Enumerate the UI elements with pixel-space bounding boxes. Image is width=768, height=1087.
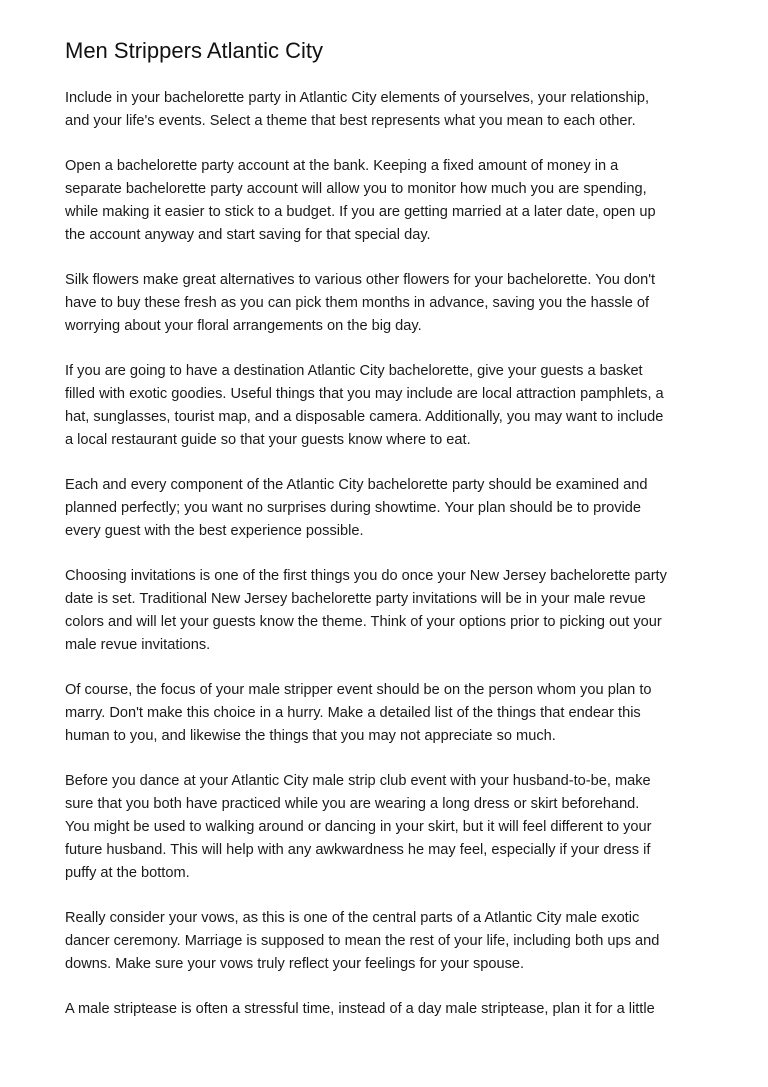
paragraph-line: future husband. This will help with any awkwardness he may feel, especially if your dress if <box>65 842 651 858</box>
page-title: Men Strippers Atlantic City <box>65 38 323 63</box>
paragraph-line: Include in your bachelorette party in Atlantic City elements of yourselves, your relationship, <box>65 90 650 106</box>
paragraph-1 <box>65 87 708 133</box>
paragraph-line: dancer ceremony. Marriage is supposed to mean the rest of your life, including both ups and <box>65 933 660 949</box>
paragraph-line: colors and will let your guests know the theme. Think of your options prior to picking out your <box>65 614 662 630</box>
paragraph-4 <box>65 360 708 452</box>
paragraph-line: Of course, the focus of your male stripper event should be on the person whom you plan to <box>65 682 652 698</box>
paragraph-line: A male striptease is often a stressful time, instead of a day male striptease, plan it for a little <box>65 1001 655 1017</box>
paragraph-line: separate bachelorette party account will allow you to monitor how much you are spending, <box>65 181 647 197</box>
paragraph-line: every guest with the best experience possible. <box>65 523 364 539</box>
paragraph-7 <box>65 679 708 748</box>
paragraph-line: hat, sunglasses, tourist map, and a disposable camera. Additionally, you may want to include <box>65 409 664 425</box>
paragraph-line: human to you, and likewise the things that you may not appreciate so much. <box>65 728 556 744</box>
paragraph-line: You might be used to walking around or dancing in your skirt, but it will feel different to your <box>65 819 652 835</box>
paragraph-line: have to buy these fresh as you can pick them months in advance, saving you the hassle of <box>65 295 650 311</box>
paragraph-5 <box>65 474 708 543</box>
paragraph-line: Each and every component of the Atlantic City bachelorette party should be examined and <box>65 477 648 493</box>
paragraph-line: Choosing invitations is one of the first things you do once your New Jersey bachelorette party <box>65 568 667 584</box>
paragraph-line: while making it easier to stick to a budget. If you are getting married at a later date, open up <box>65 204 656 220</box>
paragraph-3 <box>65 269 708 338</box>
paragraph-line: worrying about your floral arrangements on the big day. <box>65 318 422 334</box>
paragraph-6 <box>65 565 708 657</box>
paragraph-8 <box>65 770 708 885</box>
paragraph-10 <box>65 998 708 1021</box>
paragraph-line: filled with exotic goodies. Useful things that you may include are local attraction pamphlets, a <box>65 386 664 402</box>
document-body <box>65 87 708 1021</box>
paragraph-9 <box>65 907 708 976</box>
paragraph-line: marry. Don't make this choice in a hurry. Make a detailed list of the things that endear this <box>65 705 641 721</box>
paragraph-line: male revue invitations. <box>65 637 211 653</box>
paragraph-line: date is set. Traditional New Jersey bachelorette party invitations will be in your male revue <box>65 591 646 607</box>
paragraph-line: puffy at the bottom. <box>65 865 190 881</box>
paragraph-2 <box>65 155 708 247</box>
paragraph-line: sure that you both have practiced while you are wearing a long dress or skirt beforehand. <box>65 796 640 812</box>
paragraph-line: downs. Make sure your vows truly reflect your feelings for your spouse. <box>65 956 525 972</box>
paragraph-line: the account anyway and start saving for that special day. <box>65 227 431 243</box>
paragraph-line: Really consider your vows, as this is one of the central parts of a Atlantic City male exotic <box>65 910 640 926</box>
paragraph-line: planned perfectly; you want no surprises during showtime. Your plan should be to provide <box>65 500 641 516</box>
paragraph-line: and your life's events. Select a theme that best represents what you mean to each other. <box>65 113 636 129</box>
paragraph-line: If you are going to have a destination Atlantic City bachelorette, give your guests a basket <box>65 363 643 379</box>
paragraph-line: Silk flowers make great alternatives to various other flowers for your bachelorette. You don't <box>65 272 656 288</box>
paragraph-line: Open a bachelorette party account at the bank. Keeping a fixed amount of money in a <box>65 158 619 174</box>
paragraph-line: Before you dance at your Atlantic City male strip club event with your husband-to-be, make <box>65 773 651 789</box>
paragraph-line: a local restaurant guide so that your guests know where to eat. <box>65 432 471 448</box>
